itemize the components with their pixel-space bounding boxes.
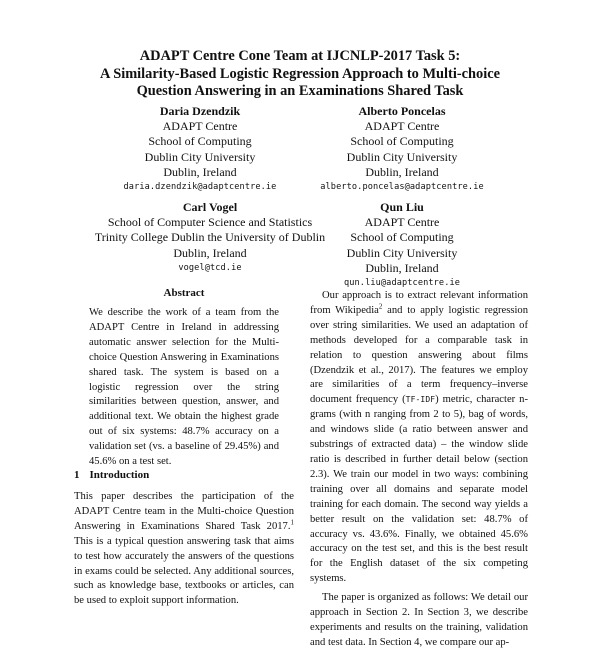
author-block	[272, 104, 532, 195]
section-heading	[74, 469, 149, 481]
affiliation-line: School of Computing	[350, 134, 454, 149]
section-number: 1	[74, 469, 80, 481]
tfidf-term: TF-IDF	[405, 395, 436, 405]
affiliation-line: Dublin, Ireland	[163, 164, 237, 179]
affiliation-line: ADAPT Centre	[364, 119, 440, 134]
affiliation-line: Dublin City University	[144, 149, 256, 164]
paper-title	[40, 48, 560, 101]
title-line-1: ADAPT Centre Cone Team at IJCNLP-2017 Task 5:	[139, 48, 461, 64]
right-column-body	[310, 289, 528, 651]
author-email: alberto.poncelas@adaptcentre.ie	[320, 182, 484, 193]
paragraph: The paper is organized as follows: We detail our approach in Section 2. In Section 3, we describe experiments and results on the training, validation and test data. In Section 4, we compare our ap-	[310, 592, 528, 648]
author-name: Daria Dzendzik	[159, 104, 241, 118]
intro-text: This paper describes the participation of the ADAPT Centre team in the Multi-choice Question Answering in Examinations Shared Task 2017.	[74, 491, 294, 532]
affiliation-line: School of Computing	[148, 134, 252, 149]
affiliation-line: School of Computing	[350, 230, 454, 245]
affiliation-line: ADAPT Centre	[162, 119, 238, 134]
abstract-body: We describe the work of a team from the ADAPT Centre in Ireland in addressing automatic answer selection for the Multi-choice Question Answering in Examinations shared task. The system is based on a logistic regression over the string similarities between question, answer, and additional text. We obtain the highest grade out of six systems: 48.7% accuracy on a validation set (vs. a baseline of 29.45%) and 45.6% on a test set.	[89, 307, 279, 468]
affiliation-line: Dublin, Ireland	[173, 245, 247, 260]
title-line-2: A Similarity-Based Logistic Regression Approach to Multi-choice	[100, 65, 500, 82]
section-title: Introduction	[89, 469, 150, 481]
title-line-3: Question Answering in an Examinations Shared Task	[136, 83, 464, 99]
paragraph	[310, 289, 528, 587]
affiliation-line: ADAPT Centre	[364, 215, 440, 230]
paragraph-text: Our approach is to extract relevant information from Wikipedia	[310, 290, 528, 316]
affiliation-line: Dublin City University	[346, 149, 458, 164]
intro-text: This is a typical question answering task that aims to test how accurately the answers of the questions in exams could be selected. Any additional sources, such as knowledge base, textbooks or articles, can be used to exploit support information.	[74, 535, 294, 607]
author-block	[272, 200, 532, 291]
author-email: vogel@tcd.ie	[178, 262, 242, 273]
introduction-body	[74, 490, 294, 609]
footnote-marker: 1	[290, 518, 294, 527]
author-name: Qun Liu	[380, 200, 424, 214]
paragraph-text: ) metric, character n-grams (with n ranging from 2 to 5), bag of words, and windows slide (a ratio between answer and substrings of extracted data) – the window slide ratio is described in further detail below (section 2.3). We train our model in two ways: combining training over all domains and separate model training for each domain. The second way yields a better result on the validation set: 48.7% of accuracy vs. 43.6%. Finally, we obtained 45.6% accuracy on the test set, and this is the best result for the English dataset of the six competing systems.	[310, 394, 529, 585]
affiliation-line: Dublin City University	[346, 245, 458, 260]
author-email: daria.dzendzik@adaptcentre.ie	[123, 182, 277, 193]
affiliation-line: Trinity College Dublin the University of Dublin	[94, 230, 326, 245]
footnote-marker: 2	[378, 302, 383, 311]
author-email: qun.liu@adaptcentre.ie	[343, 278, 461, 289]
author-name: Carl Vogel	[182, 200, 238, 214]
affiliation-line: Dublin, Ireland	[365, 164, 439, 179]
paragraph-text: and to apply logistic regression over string similarities. We used an adaptation of methods developed for a comparable task in relation to question answering about films (Dzendzik et al., 2017). The features we employ are similarities of a term frequency–inverse document frequency (	[310, 304, 529, 406]
affiliation-line: Dublin, Ireland	[365, 260, 439, 275]
abstract-heading: Abstract	[163, 287, 205, 299]
affiliation-line: School of Computer Science and Statistics	[107, 215, 313, 230]
author-name: Alberto Poncelas	[358, 104, 446, 118]
